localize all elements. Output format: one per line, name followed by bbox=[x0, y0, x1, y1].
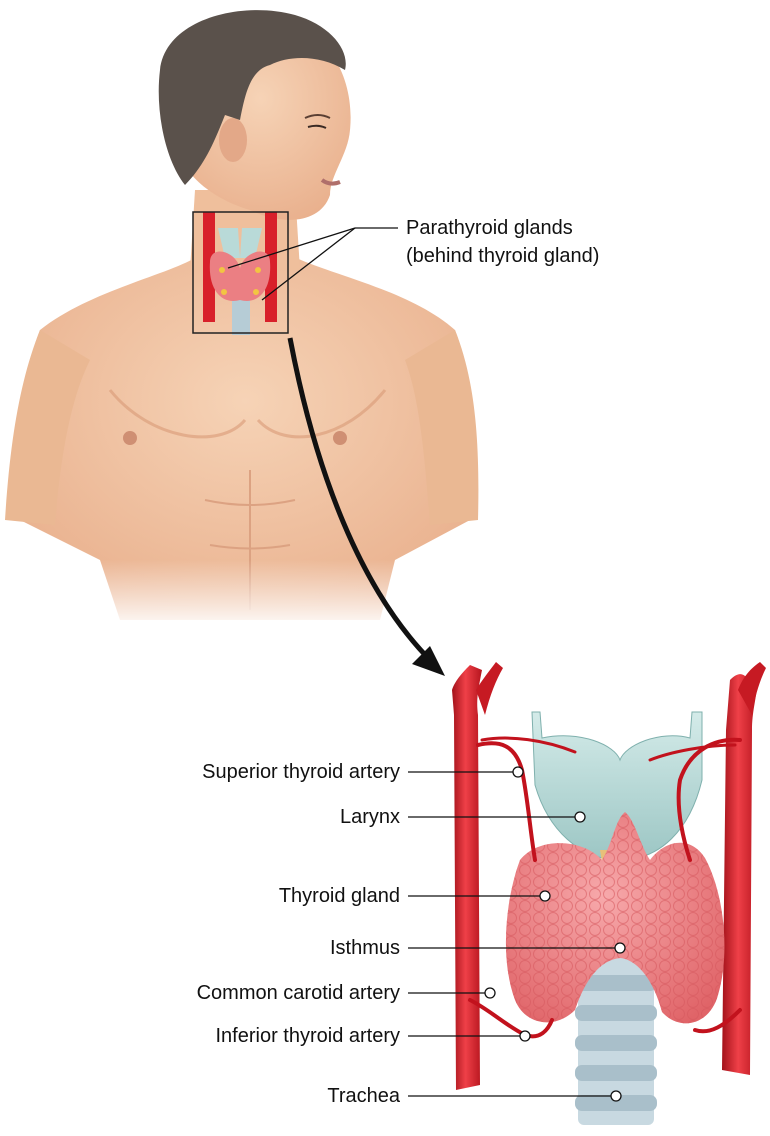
torso-illustration bbox=[0, 10, 480, 630]
label-isthmus: Isthmus bbox=[329, 937, 400, 959]
parathyroid-label: Parathyroid glands bbox=[406, 217, 573, 239]
thyroid-detail-illustration bbox=[452, 662, 766, 1125]
label-thyroid-gland: Thyroid gland bbox=[278, 885, 400, 907]
label-superior-thyroid-artery: Superior thyroid artery bbox=[202, 761, 400, 783]
label-common-carotid-artery: Common carotid artery bbox=[196, 982, 400, 1004]
parathyroid-sublabel: (behind thyroid gland) bbox=[406, 245, 600, 267]
label-trachea: Trachea bbox=[327, 1085, 400, 1107]
label-inferior-thyroid-artery: Inferior thyroid artery bbox=[215, 1025, 400, 1047]
label-larynx: Larynx bbox=[339, 806, 400, 828]
